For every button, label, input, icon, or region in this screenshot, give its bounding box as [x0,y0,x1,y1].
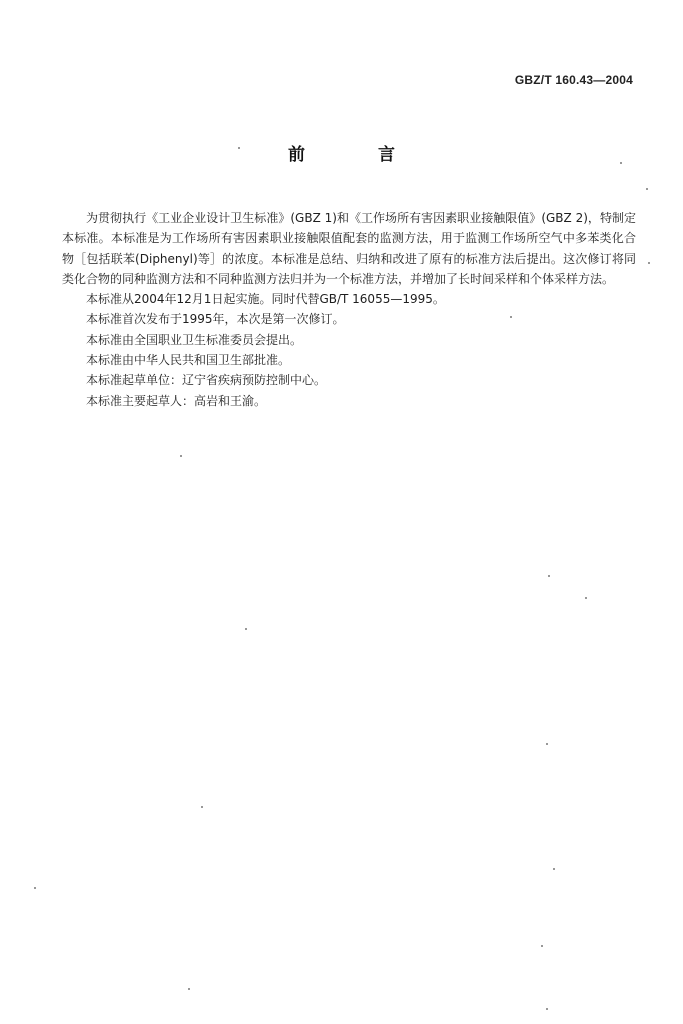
scan-speck [585,597,587,599]
scan-speck [245,628,247,630]
scan-speck [34,887,36,889]
scan-speck [238,147,240,149]
foreword-paragraph-drafters: 本标准主要起草人：高岩和王渝。 [86,393,267,408]
scan-speck [546,1008,548,1010]
scan-speck [541,945,543,947]
foreword-paragraph-proposer: 本标准由全国职业卫生标准委员会提出。 [86,332,303,347]
foreword-paragraph-first-issue: 本标准首次发布于1995年，本次是第一次修订。 [86,312,345,327]
foreword-body [62,208,636,411]
scan-speck [646,188,648,190]
scan-speck [510,316,512,318]
standard-code: GBZ/T 160.43—2004 [514,73,633,87]
foreword-paragraph-purpose: 为贯彻执行《工业企业设计卫生标准》(GBZ 1)和《工作场所有害因素职业接触限值》(GBZ 2)，特制定本标准。本标准是为工作场所有害因素职业接触限值配套的监测方法，用于监测工作场所空气中多苯类化合物［包括联苯(Diphenyl)等］的浓度。本标准是总结、归纳和改进了原有的标准方法后提出。这次修订将同类化合物的同种监测方法和不同种监测方法归并为一个标准方法，并增加了长时间采样和个体采样方法。 [62,211,636,286]
foreword-paragraph-approver: 本标准由中华人民共和国卫生部批准。 [86,353,291,368]
foreword-paragraph-drafting-unit: 本标准起草单位：辽宁省疾病预防控制中心。 [86,373,327,388]
page-title: 前 言 [288,145,423,165]
scan-speck [188,988,190,990]
scan-speck [553,868,555,870]
scan-speck [548,575,550,577]
scan-speck [620,162,622,164]
foreword-paragraph-effective-date: 本标准从2004年12月1日起实施。同时代替GB/T 16055—1995。 [86,292,445,307]
scan-speck [201,806,203,808]
scan-speck [648,262,650,264]
scan-speck [546,743,548,745]
scan-speck [180,455,182,457]
